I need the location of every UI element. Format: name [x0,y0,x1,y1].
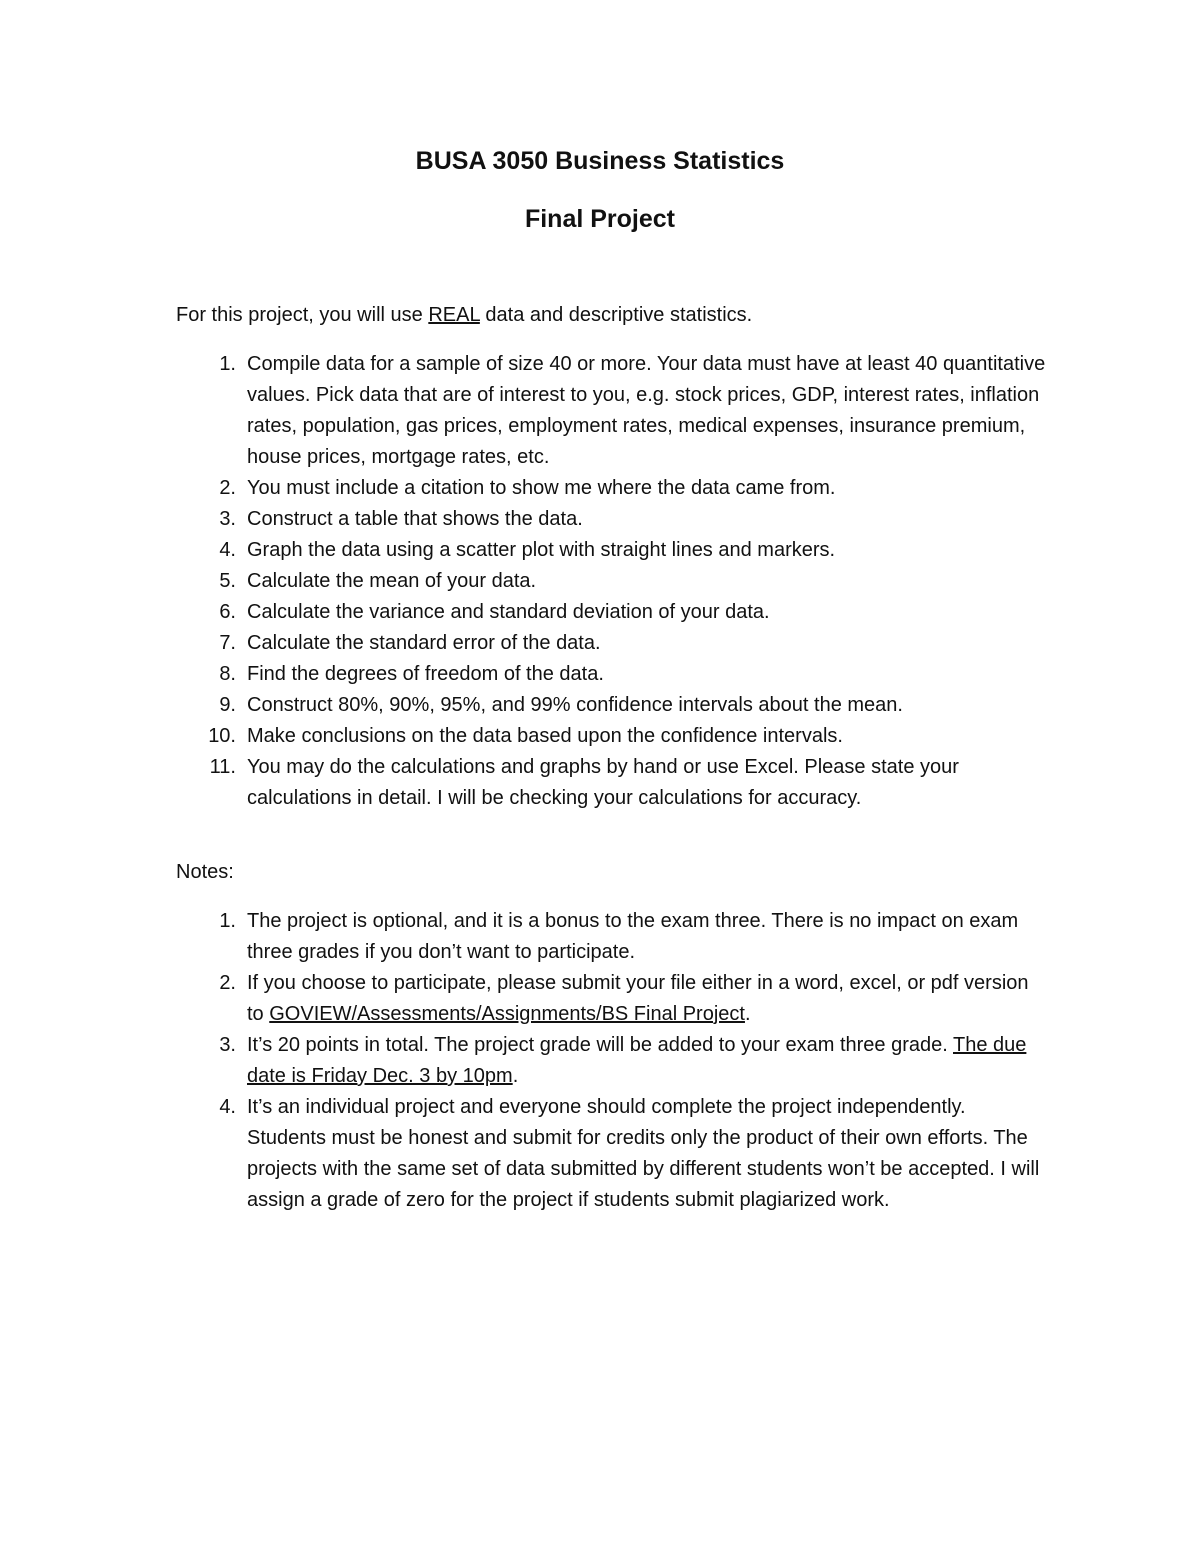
list-item [0,504,1047,535]
list-item-number: 8. [219,663,236,685]
list-item [0,721,1047,752]
list-item-number: 6. [219,601,236,623]
list-item-text: Construct a table that shows the data. [247,508,583,530]
list-item [0,690,1047,721]
note-text-before: It’s 20 points in total. The project grade will be added to your exam three grade. [247,1034,953,1056]
list-item [0,535,1047,566]
list-item-number: 10. [208,725,236,747]
list-item-number: 2. [219,972,236,994]
list-item-number: 11. [209,756,236,778]
submission-path-link[interactable]: GOVIEW/Assessments/Assignments/BS Final Project [269,1003,745,1025]
note-text-before: If you choose to participate, please submit your file either in a word, excel, or pdf version to [247,972,1029,1025]
list-item-text: Calculate the standard error of the data. [247,632,601,654]
list-item [0,906,1047,968]
list-item-text: Calculate the mean of your data. [247,570,537,592]
list-item-text: Compile data for a sample of size 40 or more. Your data must have at least 40 quantitative values. Pick data that are of interest to you, e.g. stock prices, GDP, interest rates, inflation rates, population, gas prices, employment rates, medical expenses, insurance premium, house prices, mortgage rates, etc. [247,353,1046,468]
document-title: BUSA 3050 Business Statistics [415,147,785,175]
list-item-text: Graph the data using a scatter plot with straight lines and markers. [247,539,836,561]
intro-paragraph [176,303,752,327]
requirements-list [0,349,1200,814]
list-item [0,659,1047,690]
list-item-text: Make conclusions on the data based upon the confidence intervals. [247,725,843,747]
due-date-emphasis: The due date is Friday Dec. 3 by 10pm [247,1034,1027,1087]
list-item-text [247,968,1047,1030]
list-item-text: You may do the calculations and graphs by hand or use Excel. Please state your calculations in detail. I will be checking your calculations for accuracy. [247,756,959,809]
list-item [0,752,1047,814]
list-item [0,597,1047,628]
intro-text-before: For this project, you will use [176,304,429,326]
list-item-number: 9. [219,694,236,716]
list-item [0,566,1047,597]
list-item [0,473,1047,504]
note-text-after: . [512,1065,519,1087]
list-item-number: 1. [219,353,236,375]
list-item-text: The project is optional, and it is a bonus to the exam three. There is no impact on exam three grades if you don’t want to participate. [247,910,1019,963]
intro-text-after: data and descriptive statistics. [479,304,753,326]
list-item-number: 7. [219,632,236,654]
notes-list [0,906,1200,1216]
list-item-number: 5. [219,570,236,592]
list-item-text: Calculate the variance and standard deviation of your data. [247,601,770,623]
list-item-text: You must include a citation to show me where the data came from. [247,477,836,499]
list-item-number: 4. [219,539,236,561]
list-item-number: 2. [219,477,236,499]
list-item-text: Find the degrees of freedom of the data. [247,663,604,685]
list-item [0,1092,1047,1216]
intro-emphasis: REAL [428,304,480,326]
list-item [0,628,1047,659]
notes-heading: Notes: [176,861,234,883]
list-item-number: 4. [219,1096,236,1118]
list-item [0,349,1047,473]
document-subtitle: Final Project [524,205,676,233]
list-item-number: 1. [219,910,236,932]
list-item-number: 3. [219,1034,236,1056]
list-item-text: It’s an individual project and everyone should complete the project independently. Students must be honest and submit for credits only the product of their own efforts. The projects with the same set of data submitted by different students won’t be accepted. I will assign a grade of zero for the project if students submit plagiarized work. [247,1096,1040,1211]
note-text-after: . [744,1003,751,1025]
list-item [0,968,1047,1030]
list-item-number: 3. [219,508,236,530]
list-item-text: Construct 80%, 90%, 95%, and 99% confidence intervals about the mean. [247,694,903,716]
list-item-text [247,1030,1047,1092]
list-item [0,1030,1047,1092]
